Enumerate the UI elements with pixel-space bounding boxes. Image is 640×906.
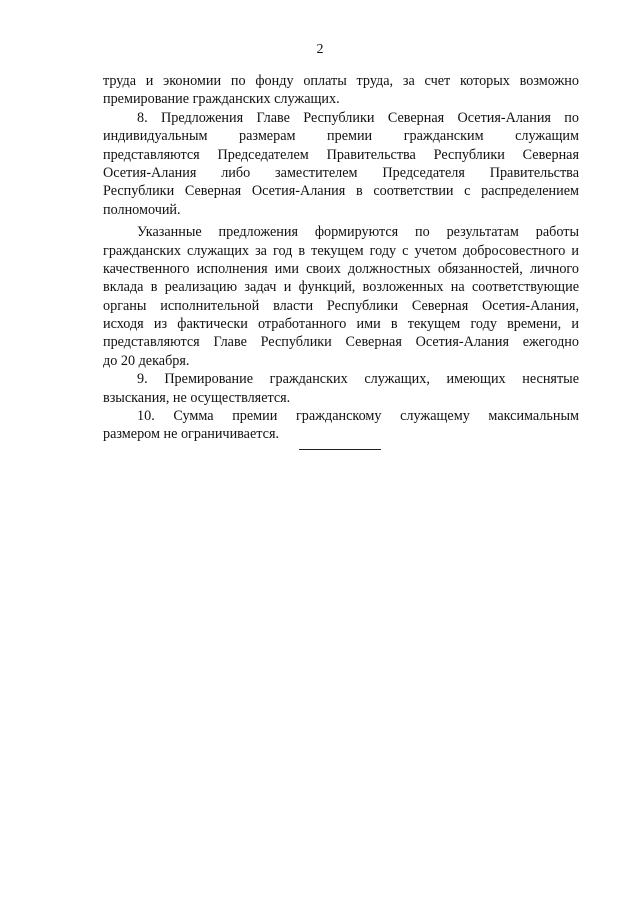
paragraph-item-10: [103, 407, 579, 444]
text-line: 9. Премирование гражданских служащих, имеющих неснятые: [137, 371, 579, 388]
text-line: труда и экономии по фонду оплаты труда, за счет которых возможно: [103, 73, 579, 89]
text-line: вклада в реализацию задач и функций, возложенных на соответствующие: [103, 279, 579, 296]
paragraph-item-8: [103, 109, 579, 219]
text-line: представляются Главе Республики Северная Осетия-Алания ежегодно: [103, 334, 579, 351]
text-line: премирование гражданских служащих.: [103, 91, 340, 108]
text-line: взыскания, не осуществляется.: [103, 389, 291, 406]
text-line: Республики Северная Осетия-Алания в соответствии с распределением: [103, 183, 579, 200]
text-line: исходя из фактически отработанного ими в текущем году времени, и: [103, 316, 579, 333]
paragraph-continuation: [103, 72, 579, 109]
text-line: представляются Председателем Правительства Республики Северная: [103, 146, 579, 163]
text-line: 10. Сумма премии гражданскому служащему максимальным: [137, 408, 579, 425]
document-body: [103, 72, 579, 444]
paragraph-item-9: [103, 370, 579, 407]
text-line: гражданских служащих за год в текущем году с учетом добросовестного и: [103, 242, 579, 259]
text-line: до 20 декабря.: [103, 352, 190, 369]
text-line: индивидуальным размерам премии гражданским служащим: [103, 128, 579, 145]
text-line: 8. Предложения Главе Республики Северная Осетия-Алания по: [137, 109, 579, 126]
paragraph-proposals: [103, 223, 579, 370]
text-line: размером не ограничивается.: [103, 426, 280, 443]
page-number: 2: [316, 42, 324, 57]
text-line: качественного исполнения ими своих должностных обязанностей, личного: [103, 260, 579, 277]
text-line: органы исполнительной власти Республики Северная Осетия-Алания,: [103, 297, 579, 314]
text-line: Осетия-Алания либо заместителем Председателя Правительства: [103, 164, 579, 181]
text-line: полномочий.: [103, 201, 181, 218]
text-line: Указанные предложения формируются по результатам работы: [137, 224, 579, 241]
end-divider-line: [299, 449, 381, 450]
